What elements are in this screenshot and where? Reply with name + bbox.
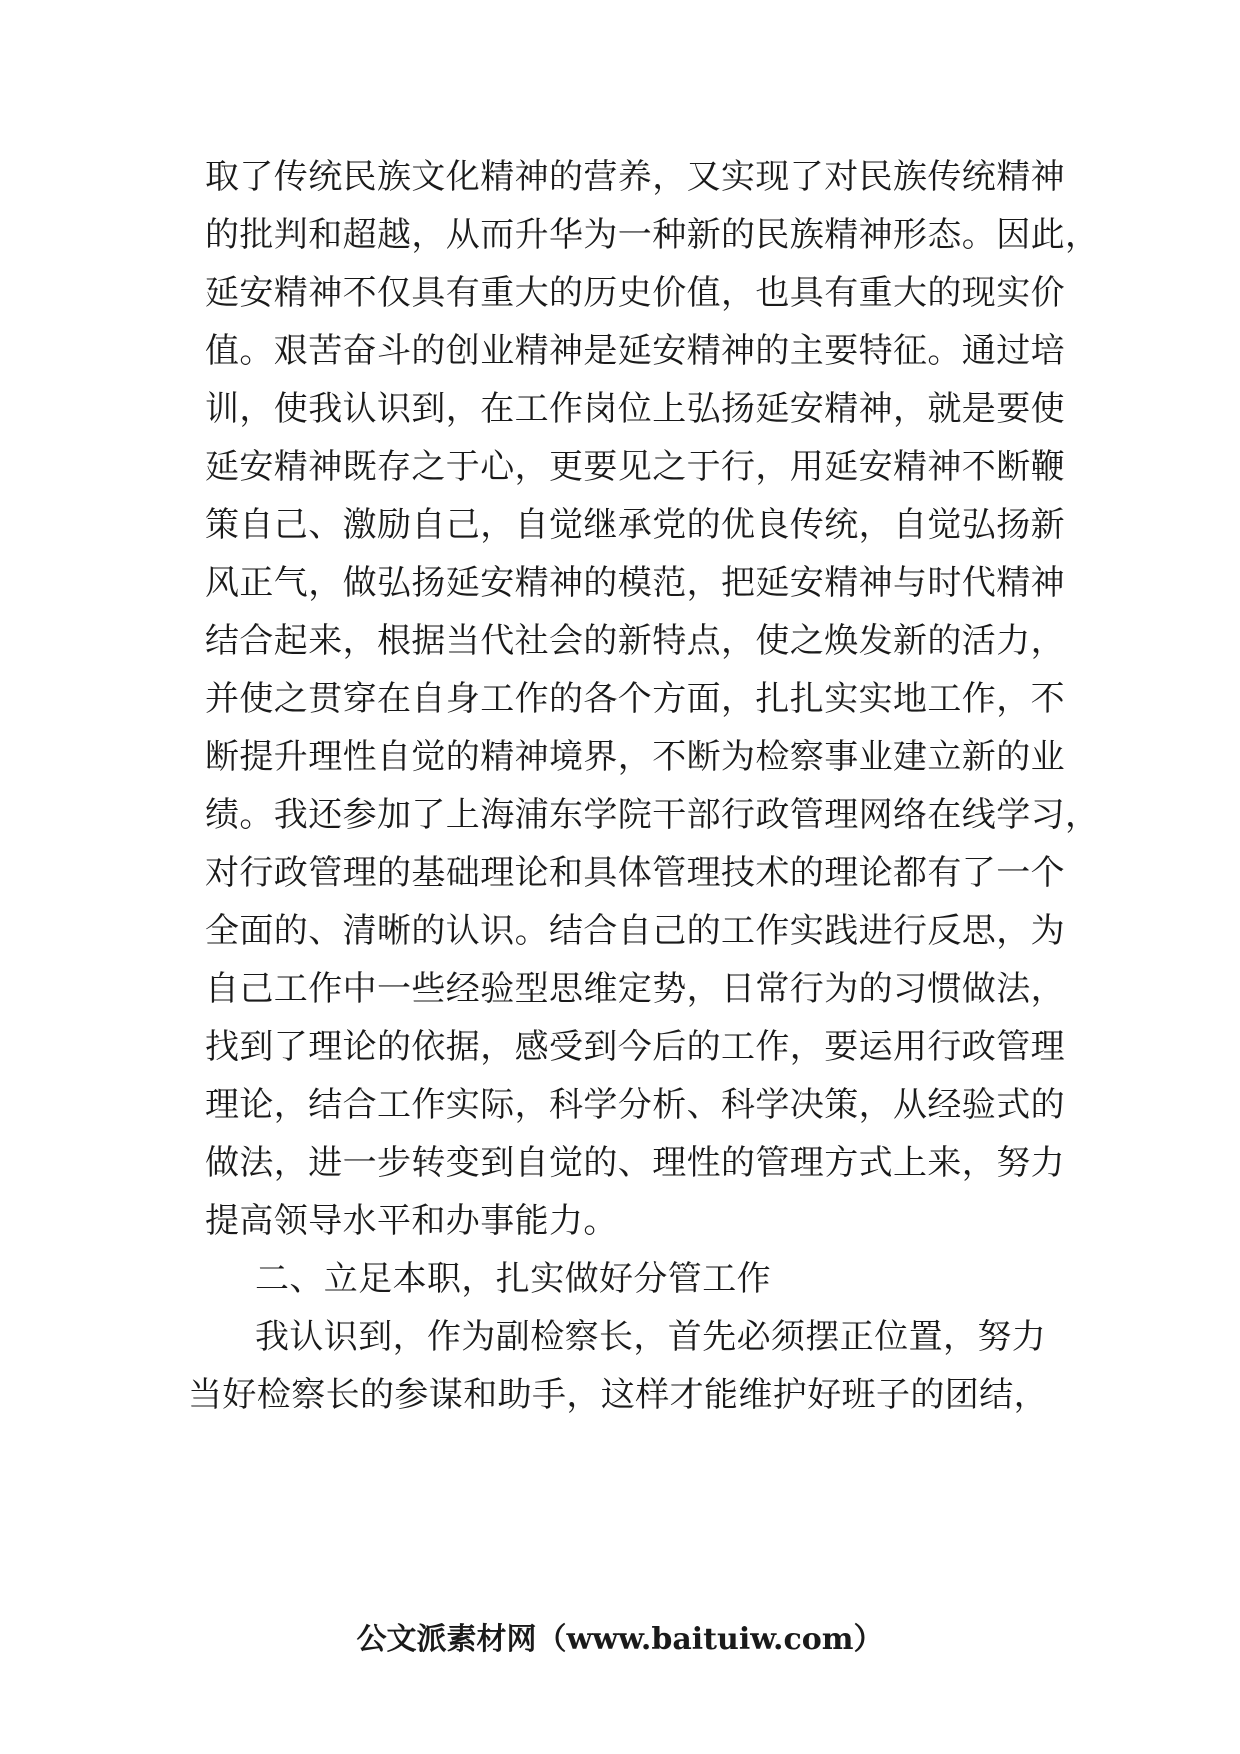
body-line-1: 取了传统民族文化精神的营养，又实现了对民族传统精神	[205, 157, 1065, 197]
body-line-14: 全面的、清晰的认识。结合自己的工作实践进行反思，为	[205, 911, 1065, 951]
body-line-7: 策自己、激励自己，自觉继承党的优良传统，自觉弘扬新	[205, 505, 1065, 545]
body-line-4: 值。艰苦奋斗的创业精神是延安精神的主要特征。通过培	[205, 331, 1065, 371]
paragraph-2-line-1: 我认识到，作为副检察长，首先必须摆正位置，努力	[255, 1317, 1047, 1357]
section-heading: 二、立足本职，扎实做好分管工作	[255, 1259, 771, 1299]
body-line-5: 训，使我认识到，在工作岗位上弘扬延安精神，就是要使	[205, 389, 1065, 429]
body-line-18: 做法，进一步转变到自觉的、理性的管理方式上来，努力	[205, 1143, 1065, 1183]
body-line-12: 绩。我还参加了上海浦东学院干部行政管理网络在线学习，	[205, 795, 1100, 835]
body-line-11: 断提升理性自觉的精神境界，不断为检察事业建立新的业	[205, 737, 1065, 777]
body-line-19: 提高领导水平和办事能力。	[205, 1201, 618, 1241]
footer-watermark: 公文派素材网（www.baituiw.com）	[356, 1622, 884, 1657]
paragraph-2-line-2: 当好检察长的参谋和助手，这样才能维护好班子的团结，	[188, 1375, 1048, 1415]
body-line-15: 自己工作中一些经验型思维定势，日常行为的习惯做法，	[205, 969, 1065, 1009]
body-line-2: 的批判和超越，从而升华为一种新的民族精神形态。因此，	[205, 215, 1100, 255]
body-line-17: 理论，结合工作实际，科学分析、科学决策，从经验式的	[205, 1085, 1065, 1125]
body-line-6: 延安精神既存之于心，更要见之于行，用延安精神不断鞭	[205, 447, 1065, 487]
body-line-8: 风正气，做弘扬延安精神的模范，把延安精神与时代精神	[205, 563, 1065, 603]
body-line-10: 并使之贯穿在自身工作的各个方面，扎扎实实地工作，不	[205, 679, 1065, 719]
body-line-9: 结合起来，根据当代社会的新特点，使之焕发新的活力，	[205, 621, 1065, 661]
body-line-13: 对行政管理的基础理论和具体管理技术的理论都有了一个	[205, 853, 1065, 893]
body-line-3: 延安精神不仅具有重大的历史价值，也具有重大的现实价	[205, 273, 1065, 313]
body-line-16: 找到了理论的依据，感受到今后的工作，要运用行政管理	[205, 1027, 1065, 1067]
